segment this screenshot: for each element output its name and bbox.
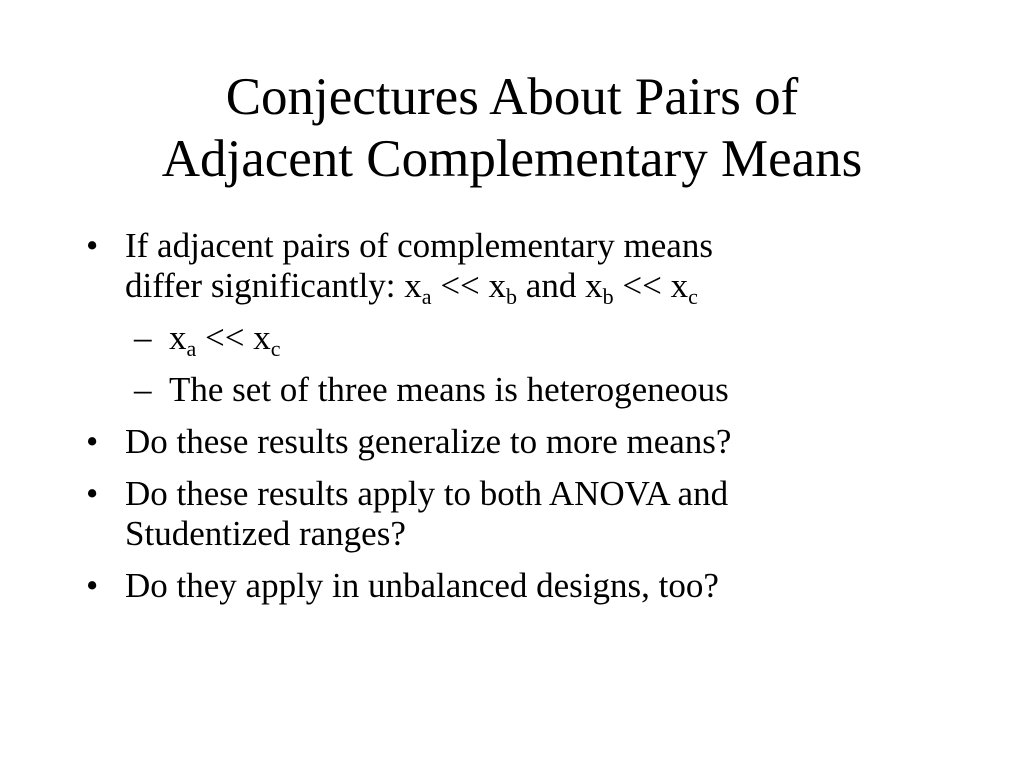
subbullet-1-x: x [169, 318, 187, 357]
bullet-marker: • [86, 474, 99, 513]
slide-title-line-2: Adjacent Complementary Means [161, 130, 863, 188]
dash-marker: – [134, 318, 152, 357]
subbullet-item-2 [84, 370, 984, 410]
bullet-1-line-1: If adjacent pairs of complementary means [125, 226, 713, 265]
slide-body [84, 226, 984, 618]
bullet-marker: • [86, 566, 99, 605]
subscript-b: b [602, 284, 614, 309]
bullet-1-prefix: differ significantly: x [125, 266, 422, 305]
slide-title [0, 66, 1024, 190]
bullet-item-1 [84, 226, 984, 309]
slide-title-line-1: Conjectures About Pairs of [225, 68, 799, 126]
bullet-marker: • [86, 422, 99, 461]
bullet-3-line-1: Do these results apply to both ANOVA and [125, 474, 729, 513]
subbullet-list [84, 318, 984, 410]
bullet-2-text: Do these results generalize to more means? [125, 422, 732, 461]
bullet-item-4 [84, 566, 984, 606]
subscript-c: c [270, 336, 281, 361]
bullet-4-text: Do they apply in unbalanced designs, too? [125, 566, 719, 605]
dash-marker: – [134, 370, 152, 409]
subscript-a: a [186, 336, 197, 361]
bullet-item-3 [84, 474, 984, 554]
bullet-1-op-2: << x [613, 266, 689, 305]
bullet-3-line-2: Studentized ranges? [125, 514, 406, 553]
subscript-c: c [688, 284, 698, 309]
subbullet-2-text: The set of three means is heterogeneous [169, 370, 729, 409]
subscript-b: b [506, 284, 518, 309]
bullet-marker: • [86, 226, 99, 265]
subscript-a: a [421, 284, 432, 309]
subbullet-1-op: << x [196, 318, 271, 357]
bullet-item-2 [84, 422, 984, 462]
subbullet-item-1 [84, 318, 984, 361]
bullet-1-op-1: << x [431, 266, 507, 305]
bullet-1-line-2 [125, 266, 984, 309]
bullet-1-mid: and x [517, 266, 603, 305]
